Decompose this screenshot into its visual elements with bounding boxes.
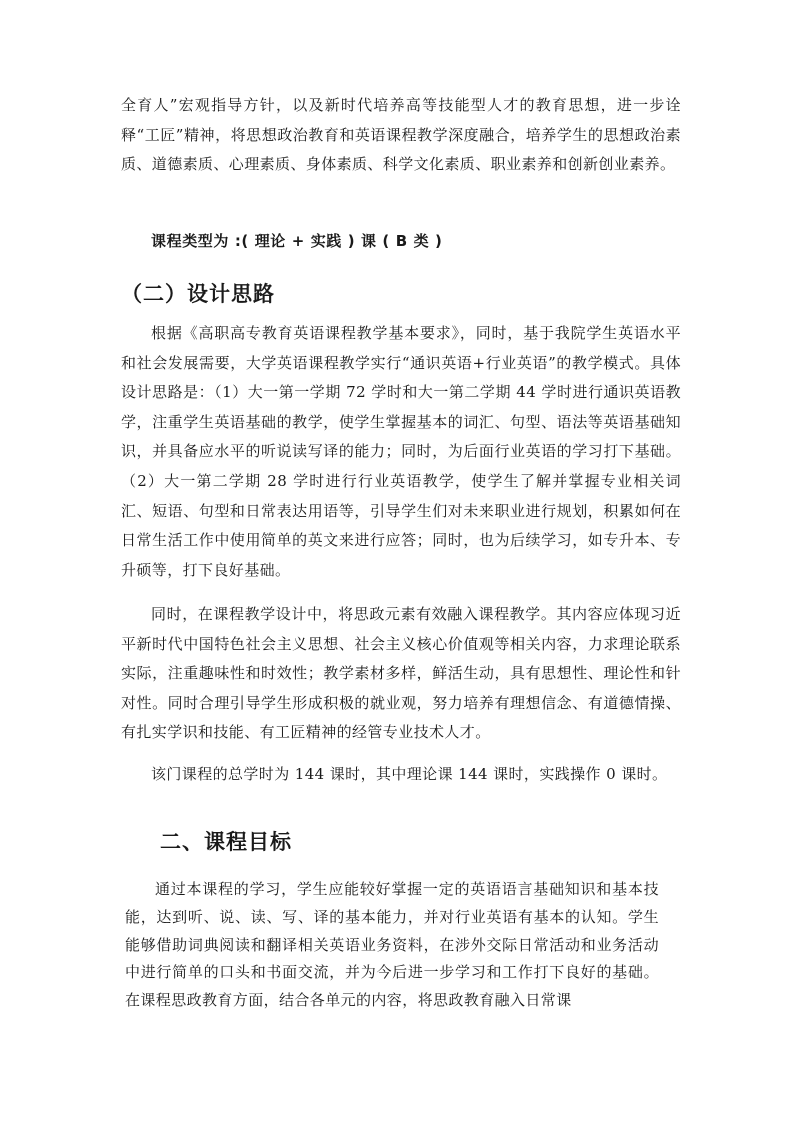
paragraph-course-goals: 通过本课程的学习，学生应能较好掌握一定的英语语言基础知识和基本技能，达到听、说、读、写、译的基本能力，并对行业英语有基本的认知。学生能够借助词典阅读和翻译相关英语业务资料，在涉外交际日常活动和业务活动中进行简单的口头和书面交流，并为今后进一步学习和工作打下良好的基础。在课程思政教育方面，结合各单元的内容，将思政教育融入日常课 xyxy=(125,880,659,1010)
section-heading-course-goals: 二、课程目标 xyxy=(160,830,292,854)
paragraph-education-philosophy: 全育人”宏观指导方针，以及新时代培养高等技能型人才的教育思想，进一步诠释“工匠”精神，将思想政治教育和英语课程教学深度融合，培养学生的思想政治素质、道德素质、心理素质、身体素质、科学文化素质、职业素养和创新创业素养。 xyxy=(121,96,681,174)
paragraph-total-hours: 该门课程的总学时为 144 课时，其中理论课 144 课时，实践操作 0 课时。 xyxy=(151,765,668,783)
paragraph-ideological-integration: 同时，在课程教学设计中，将思政元素有效融入课程教学。其内容应体现习近平新时代中国特色社会主义思想、社会主义核心价值观等相关内容，力求理论联系实际，注重趣味性和时效性；教学素材多样，鲜活生动，具有思想性、理论性和针对性。同时合理引导学生形成积极的就业观，努力培养有理想信念、有道德情操、有扎实学识和技能、有工匠精神的经管专业技术人才。 xyxy=(121,605,681,742)
paragraph-design-approach: 根据《高职高专教育英语课程教学基本要求》，同时，基于我院学生英语水平和社会发展需要，大学英语课程教学实行“通识英语+行业英语”的教学模式。具体设计思路是：（1）大一第一学期 72 学时和大一第二学期 44 学时进行通识英语教学，注重学生英语基础的教学，使学生掌握基本的词汇、句型、语法等英语基础知识，并具备应水平的听说读写译的能力；同时，为后面行业英语的学习打下基础。（2）大一第二学期 28 学时进行行业英语教学，使学生了解并掌握专业相关词汇、短语、句型和日常表达用语等，引导学生们对未来职业进行规划，积累如何在日常生活工作中使用简单的英文来进行应答；同时，也为后续学习，如专升本、专升硕等，打下良好基础。 xyxy=(121,324,681,579)
section-heading-design: （二）设计思路 xyxy=(121,282,275,306)
course-type-line: 课程类型为 :( 理论 + 实践 ) 课 ( B 类 ) xyxy=(151,232,443,250)
